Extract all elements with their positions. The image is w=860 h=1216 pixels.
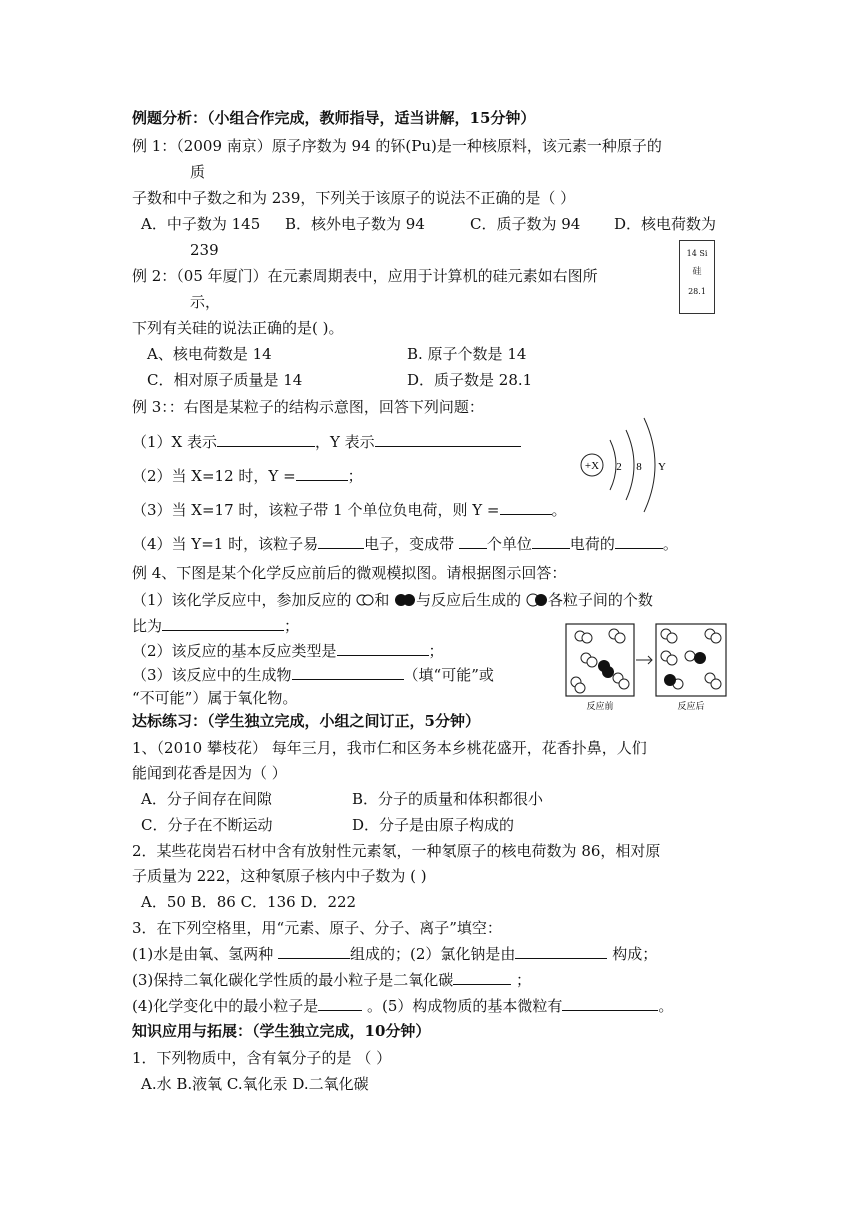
ex4-intro: 例 4、下图是某个化学反应前后的微观模拟图。请根据图示回答： [132, 564, 567, 582]
ex3-q1: （1）X 表示 ，Y 表示 [132, 432, 521, 452]
ex1-option-d-wrap: 239 [190, 241, 219, 259]
p2-line2: 子质量为 222，这种氡原子核内中子数为 ( ) [132, 867, 427, 885]
ex2-line1: 例 2：（05 年厦门）在元素周期表中，应用于计算机的硅元素如右图所 [132, 267, 598, 285]
ex4-q1: （1）该化学反应中，参加反应的 和 与反应后生成的 各粒子间的个数 [132, 591, 653, 609]
p1-line1: 1、（2010 攀枝花） 每年三月，我市仁和区务本乡桃花盛开，花香扑鼻，人们 [132, 739, 647, 757]
ex3-q3: （3）当 X=17 时，该粒子带 1 个单位负电荷，则 Y = 。 [132, 501, 567, 519]
p1-option-b: B．分子的质量和体积都很小 [352, 790, 544, 808]
shell-arc-2 [626, 430, 634, 500]
p1-option-a: A．分子间存在间隙 [141, 790, 272, 808]
blank[interactable] [532, 534, 570, 549]
two-black-atom-molecule-icon [394, 592, 416, 608]
ex3-intro: 例 3：：右图是某粒子的结构示意图，回答下列问题： [132, 398, 484, 416]
p3-line3: (4)化学变化中的最小粒子是 。(5）构成物质的基本微粒有 。 [132, 997, 674, 1015]
ex4-q2: （2）该反应的基本反应类型是 ； [132, 642, 444, 660]
ex1-option-c: C．质子数为 94 [470, 215, 581, 233]
blank[interactable] [375, 432, 521, 447]
blank[interactable] [278, 944, 350, 959]
p1-line2: 能闻到花香是因为（ ） [132, 764, 287, 782]
shell-arc-3 [644, 418, 655, 512]
p3-intro: 3．在下列空格里，用“元素、原子、分子、离子”填空： [132, 919, 502, 937]
reaction-micro-diagram [562, 620, 732, 712]
ex1-line2: 子数和中子数之和为 239，下列关于该原子的说法不正确的是（ ） [132, 189, 576, 207]
two-white-atom-molecule-icon [356, 592, 374, 608]
section-title-examples: 例题分析：（小组合作完成，教师指导，适当讲解，15分钟） [132, 109, 536, 127]
si-name: 硅 [692, 267, 702, 277]
p2-options: A．50 B．86 C．136 D．222 [141, 893, 357, 911]
ex2-line1-wrap: 示， [190, 293, 221, 311]
blank[interactable] [318, 534, 364, 549]
shell-1-count: 2 [616, 461, 622, 473]
ex1-option-b: B．核外电子数为 94 [285, 215, 425, 233]
section-title-application: 知识应用与拓展：（学生独立完成，10分钟） [132, 1022, 431, 1040]
blank[interactable] [217, 432, 315, 447]
blank[interactable] [615, 534, 663, 549]
ex1-line1: 例 1：（2009 南京）原子序数为 94 的钚(Pu)是一种核原料，该元素一种原子的 [132, 137, 662, 155]
ex1-option-d: D．核电荷数为 [614, 215, 717, 233]
shell-2-count: 8 [636, 461, 642, 473]
arrow-icon [636, 656, 652, 664]
shell-3-count: Y [658, 461, 666, 473]
white-black-molecule-icon [526, 592, 548, 608]
ex4-q1-cont: 比为 ； [132, 617, 300, 635]
ex2-option-d: D．质子数是 28.1 [407, 371, 533, 389]
p3-line1: (1)水是由氧、氢两种 组成的；(2）氯化钠是由 构成； [132, 945, 658, 963]
k1-line1: 1．下列物质中，含有氧分子的是 （ ） [132, 1049, 392, 1067]
ex2-option-a: A、核电荷数是 14 [147, 345, 272, 363]
p1-option-d: D．分子是由原子构成的 [352, 816, 515, 834]
blank[interactable] [453, 970, 511, 985]
blank[interactable] [162, 616, 284, 631]
before-label: 反应前 [586, 701, 614, 711]
nucleus-label: +X [584, 460, 600, 472]
ex2-option-b: B. 原子个数是 14 [407, 345, 527, 363]
blank[interactable] [318, 996, 362, 1011]
p1-option-c: C．分子在不断运动 [141, 816, 273, 834]
si-number: 14 Si [686, 249, 708, 258]
blank[interactable] [562, 996, 658, 1011]
blank[interactable] [500, 500, 552, 515]
after-label: 反应后 [677, 701, 705, 711]
atom-structure-diagram [570, 410, 680, 520]
ex3-q2: （2）当 X=12 时，Y = ； [132, 467, 363, 485]
blank[interactable] [515, 944, 607, 959]
blank[interactable] [296, 466, 348, 481]
ex3-q4: （4）当 Y=1 时，该粒子易 电子，变成带 个单位 电荷的 。 [132, 535, 678, 553]
blank[interactable] [337, 641, 429, 656]
p3-line2: (3)保持二氧化碳化学性质的最小粒子是二氧化碳 ； [132, 971, 532, 989]
ex1-option-a: A．中子数为 145 [141, 215, 261, 233]
section-title-practice: 达标练习：（学生独立完成，小组之间订正，5分钟） [132, 712, 480, 730]
silicon-element-card [679, 240, 715, 314]
shell-arc-1 [610, 440, 616, 490]
ex2-line2: 下列有关硅的说法正确的是( )。 [132, 319, 344, 337]
ex2-option-c: C．相对原子质量是 14 [147, 371, 303, 389]
ex1-line1-wrap: 质 [190, 163, 206, 181]
p2-line1: 2．某些花岗岩石材中含有放射性元素氡，一种氡原子的核电荷数为 86，相对原 [132, 842, 661, 860]
blank[interactable] [459, 534, 487, 549]
k1-options: A.水 B.液氧 C.氧化汞 D.二氧化碳 [141, 1075, 369, 1093]
ex4-q3: （3）该反应中的生成物 （填“可能”或 [132, 666, 494, 684]
blank[interactable] [292, 665, 404, 680]
ex4-q3-cont: “不可能”）属于氧化物。 [132, 689, 298, 707]
si-mass: 28.1 [688, 287, 706, 296]
